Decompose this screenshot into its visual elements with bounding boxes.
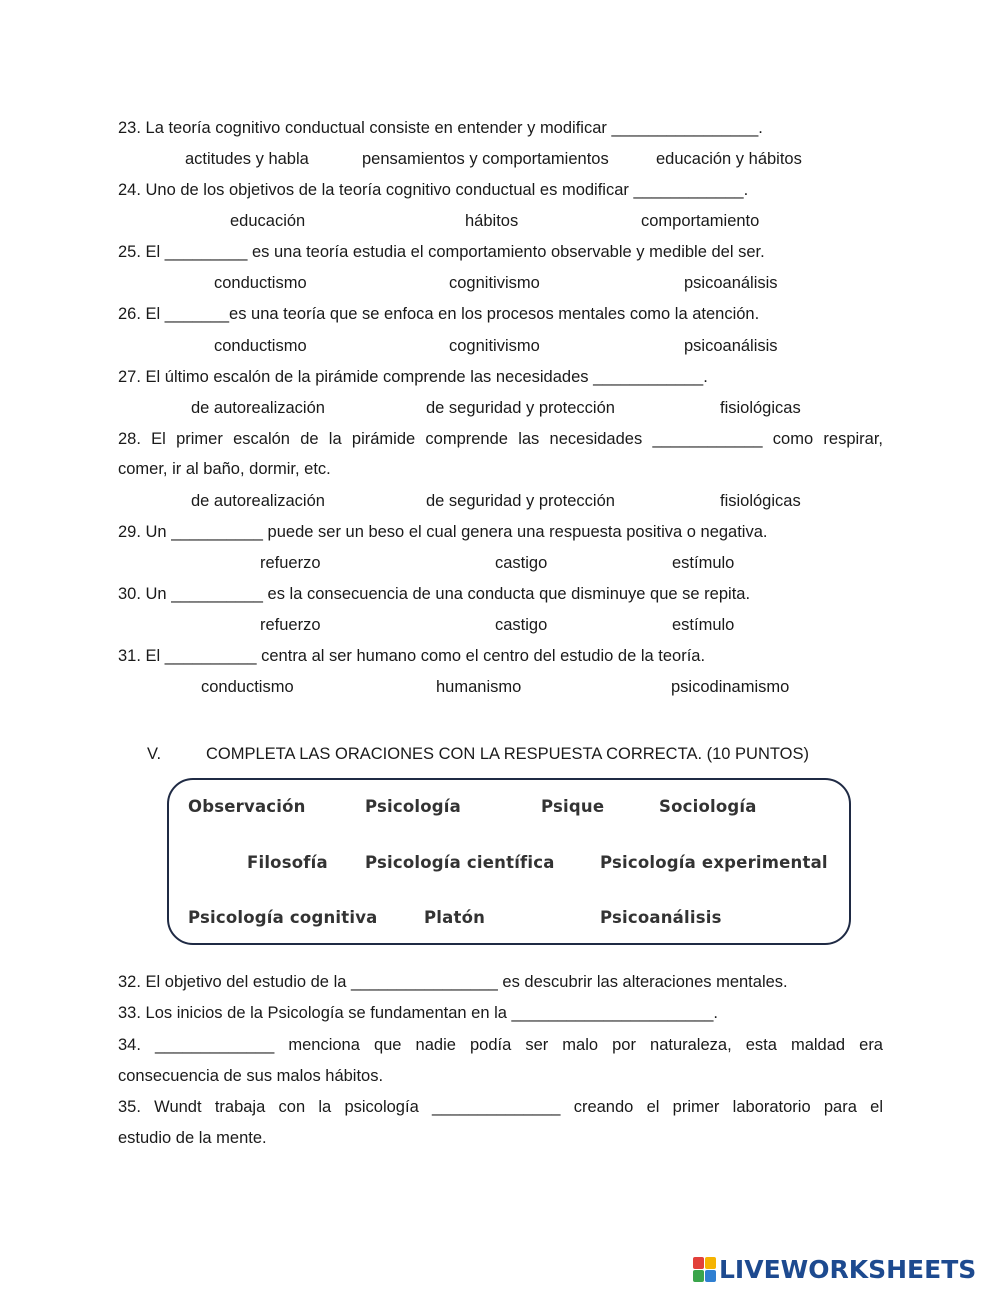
option[interactable]: de seguridad y protección — [426, 399, 615, 417]
word-bank-item[interactable]: Psicoanálisis — [600, 908, 722, 927]
option[interactable]: conductismo — [214, 274, 307, 292]
option[interactable]: conductismo — [214, 337, 307, 355]
fill-question-33: 33. Los inicios de la Psicología se fundamentan en la ______________________. — [118, 1004, 718, 1022]
option[interactable]: refuerzo — [260, 554, 321, 572]
option[interactable]: de autorealización — [191, 399, 325, 417]
fill-question-32: 32. El objetivo del estudio de la ________________ es descubrir las alteraciones mentales. — [118, 973, 788, 991]
word-bank-item[interactable]: Platón — [424, 908, 486, 927]
word-bank-item[interactable]: Filosofía — [247, 853, 328, 872]
question-text: 30. Un __________ es la consecuencia de una conducta que disminuye que se repita. — [118, 585, 751, 603]
option[interactable]: humanismo — [436, 678, 522, 696]
liveworksheets-logo-icon — [693, 1257, 717, 1283]
question-text: 25. El _________ es una teoría estudia el comportamiento observable y medible del ser. — [118, 243, 765, 261]
option[interactable]: pensamientos y comportamientos — [362, 150, 609, 168]
option[interactable]: psicoanálisis — [684, 274, 778, 292]
option[interactable]: hábitos — [465, 212, 519, 230]
option[interactable]: fisiológicas — [720, 492, 801, 510]
option[interactable]: estímulo — [672, 554, 735, 572]
option[interactable]: estímulo — [672, 616, 735, 634]
word-bank-item[interactable]: Psicología cognitiva — [188, 908, 378, 927]
option[interactable]: cognitivismo — [449, 337, 540, 355]
question-text: 23. La teoría cognitivo conductual consiste en entender y modificar ________________. — [118, 119, 763, 137]
option[interactable]: psicodinamismo — [671, 678, 790, 696]
option[interactable]: refuerzo — [260, 616, 321, 634]
word-bank-item[interactable]: Sociología — [659, 797, 757, 816]
option[interactable]: educación — [230, 212, 306, 230]
option[interactable]: educación y hábitos — [656, 150, 802, 168]
word-bank-item[interactable]: Psicología — [365, 797, 461, 816]
option[interactable]: fisiológicas — [720, 399, 801, 417]
section-number: V. — [147, 745, 162, 763]
word-bank-item[interactable]: Psicología experimental — [600, 853, 828, 872]
question-text-continued: comer, ir al baño, dormir, etc. — [118, 460, 331, 478]
option[interactable]: psicoanálisis — [684, 337, 778, 355]
word-bank-item[interactable]: Psique — [541, 797, 605, 816]
fill-question-34: 34. _____________ menciona que nadie podía ser malo por naturaleza, esta maldad era — [118, 1036, 883, 1054]
option[interactable]: cognitivismo — [449, 274, 540, 292]
question-text: 27. El último escalón de la pirámide comprende las necesidades ____________. — [118, 368, 708, 386]
word-bank-item[interactable]: Observación — [188, 797, 306, 816]
question-text: 24. Uno de los objetivos de la teoría cognitivo conductual es modificar ____________. — [118, 181, 749, 199]
question-text: 29. Un __________ puede ser un beso el cual genera una respuesta positiva o negativa. — [118, 523, 768, 541]
option[interactable]: actitudes y habla — [185, 150, 309, 168]
option[interactable]: comportamiento — [641, 212, 760, 230]
fill-question-34-continued: consecuencia de sus malos hábitos. — [118, 1067, 384, 1085]
option[interactable]: castigo — [495, 554, 548, 572]
question-text: 28. El primer escalón de la pirámide comprende las necesidades ____________ como respirar, — [118, 430, 883, 448]
option[interactable]: castigo — [495, 616, 548, 634]
word-bank-item[interactable]: Psicología científica — [365, 853, 555, 872]
option[interactable]: de autorealización — [191, 492, 325, 510]
brand-name: LIVEWORKSHEETS — [719, 1255, 977, 1284]
question-text: 26. El _______es una teoría que se enfoca en los procesos mentales como la atención. — [118, 305, 760, 323]
option[interactable]: conductismo — [201, 678, 294, 696]
liveworksheets-logo[interactable] — [693, 1255, 976, 1285]
fill-question-35-continued: estudio de la mente. — [118, 1129, 267, 1147]
fill-question-35: 35. Wundt trabaja con la psicología ______________ creando el primer laboratorio para el — [118, 1098, 883, 1116]
option[interactable]: de seguridad y protección — [426, 492, 615, 510]
section-title: COMPLETA LAS ORACIONES CON LA RESPUESTA CORRECTA. (10 PUNTOS) — [206, 745, 809, 763]
question-text: 31. El __________ centra al ser humano como el centro del estudio de la teoría. — [118, 647, 706, 665]
